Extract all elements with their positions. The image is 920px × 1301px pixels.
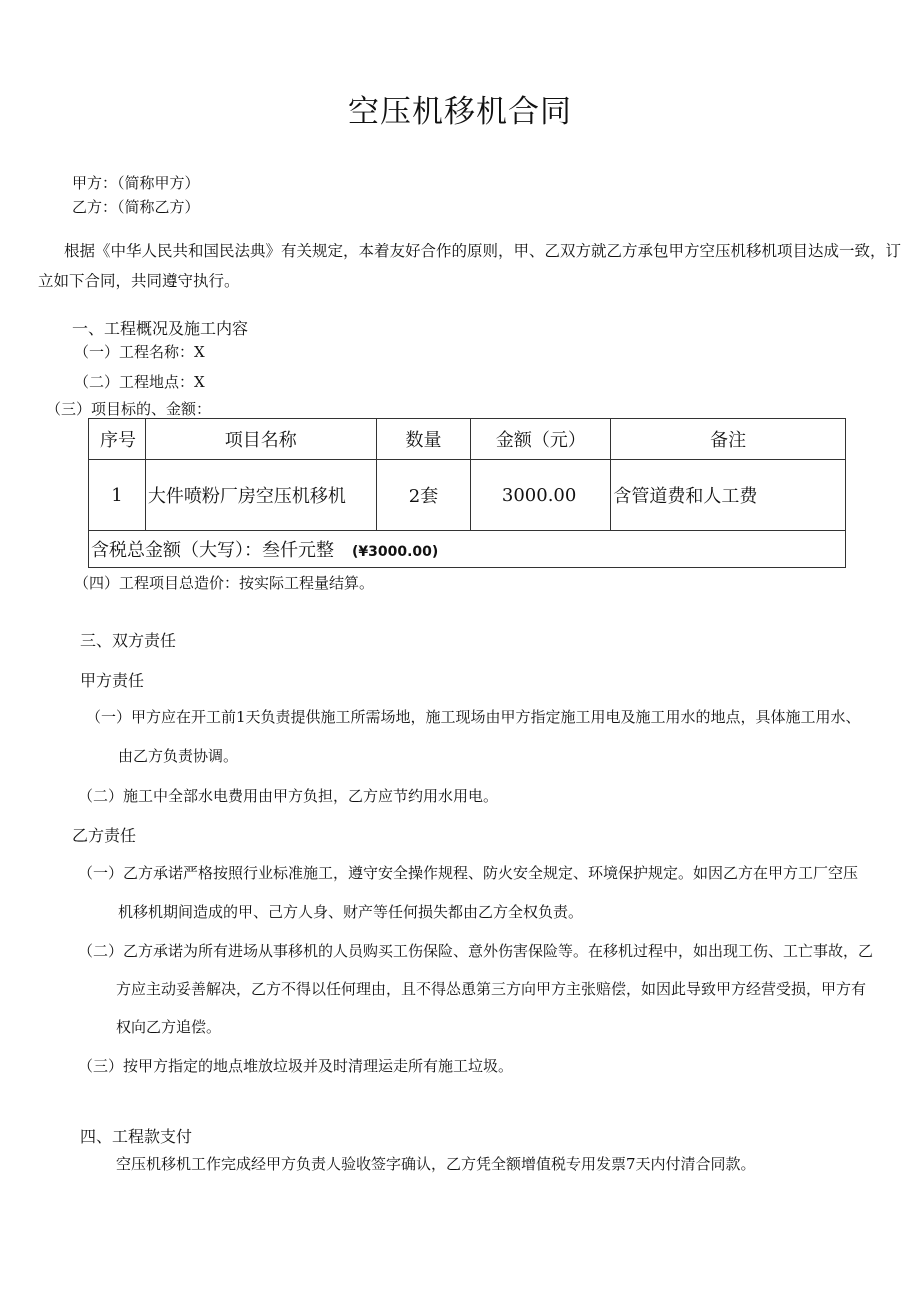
total-cell xyxy=(89,531,846,568)
payment-terms: 空压机移机工作完成经甲方负责人验收签字确认，乙方凭全额增值税专用发票7天内付清合同款。 xyxy=(116,1155,756,1173)
table-header-row xyxy=(89,419,846,460)
table-total-row xyxy=(89,531,846,568)
party-b-item-1-cont: 机移机期间造成的甲、己方人身、财产等任何损失都由乙方全权负责。 xyxy=(118,903,584,921)
header-quantity: 数量 xyxy=(376,419,471,460)
section-4-heading: 四、工程款支付 xyxy=(80,1127,193,1146)
party-a-line: 甲方：（简称甲方） xyxy=(72,174,200,192)
party-b-item-2-cont-2: 权向乙方追偿。 xyxy=(116,1018,222,1036)
party-a-item-1-cont: 由乙方负责协调。 xyxy=(118,747,239,765)
fee-table xyxy=(88,418,846,568)
party-b-item-1: （一）乙方承诺严格按照行业标准施工，遵守安全操作规程、防火安全规定、环境保护规定。如因乙方在甲方工厂空压 xyxy=(78,864,859,882)
page-title: 空压机移机合同 xyxy=(348,94,572,130)
total-cost-line: （四）工程项目总造价：按实际工程量结算。 xyxy=(74,574,375,592)
party-a-item-1: （一）甲方应在开工前1天负责提供施工所需场地，施工现场由甲方指定施工用电及施工用水的地点，具体施工用水、 xyxy=(86,708,861,726)
party-b-responsibility-heading: 乙方责任 xyxy=(72,826,137,845)
section-3-heading: 三、双方责任 xyxy=(80,631,177,650)
party-a-responsibility-heading: 甲方责任 xyxy=(80,671,145,690)
party-a-item-2: （二）施工中全部水电费用由甲方负担，乙方应节约用水用电。 xyxy=(78,787,499,805)
project-name-line: （一）工程名称：X xyxy=(74,343,205,361)
cell-quantity: 2套 xyxy=(376,460,471,531)
table-row xyxy=(89,460,846,531)
party-b-item-2-cont-1: 方应主动妥善解决，乙方不得以任何理由，且不得怂恿第三方向甲方主张赔偿，如因此导致甲方经营受损，甲方有 xyxy=(116,980,867,998)
project-location-line: （二）工程地点：X xyxy=(74,373,205,391)
party-b-line: 乙方：（简称乙方） xyxy=(72,198,200,216)
section-1-heading: 一、工程概况及施工内容 xyxy=(72,319,249,338)
total-value: (¥3000.00) xyxy=(352,544,439,560)
header-remark: 备注 xyxy=(611,419,846,460)
cell-project-name: 大件喷粉厂房空压机移机 xyxy=(145,460,376,531)
cell-index: 1 xyxy=(89,460,146,531)
header-project-name: 项目名称 xyxy=(145,419,376,460)
party-b-item-2: （二）乙方承诺为所有进场从事移机的人员购买工伤保险、意外伤害保险等。在移机过程中，如出现工伤、工亡事故，乙 xyxy=(78,942,874,960)
total-label: 含税总金额（大写）：叁仟元整 xyxy=(91,540,334,561)
party-b-item-3: （三）按甲方指定的地点堆放垃圾并及时清理运走所有施工垃圾。 xyxy=(78,1057,514,1075)
header-index: 序号 xyxy=(89,419,146,460)
project-amount-line: （三）项目标的、金额： xyxy=(46,400,212,418)
intro-paragraph: 根据《中华人民共和国民法典》有关规定，本着友好合作的原则，甲、乙双方就乙方承包甲方空压机移机项目达成一致，订立如下合同，共同遵守执行。 xyxy=(38,242,902,290)
header-amount: 金额（元） xyxy=(471,419,611,460)
cell-remark: 含管道费和人工费 xyxy=(611,460,846,531)
cell-amount: 3000.00 xyxy=(471,460,611,531)
